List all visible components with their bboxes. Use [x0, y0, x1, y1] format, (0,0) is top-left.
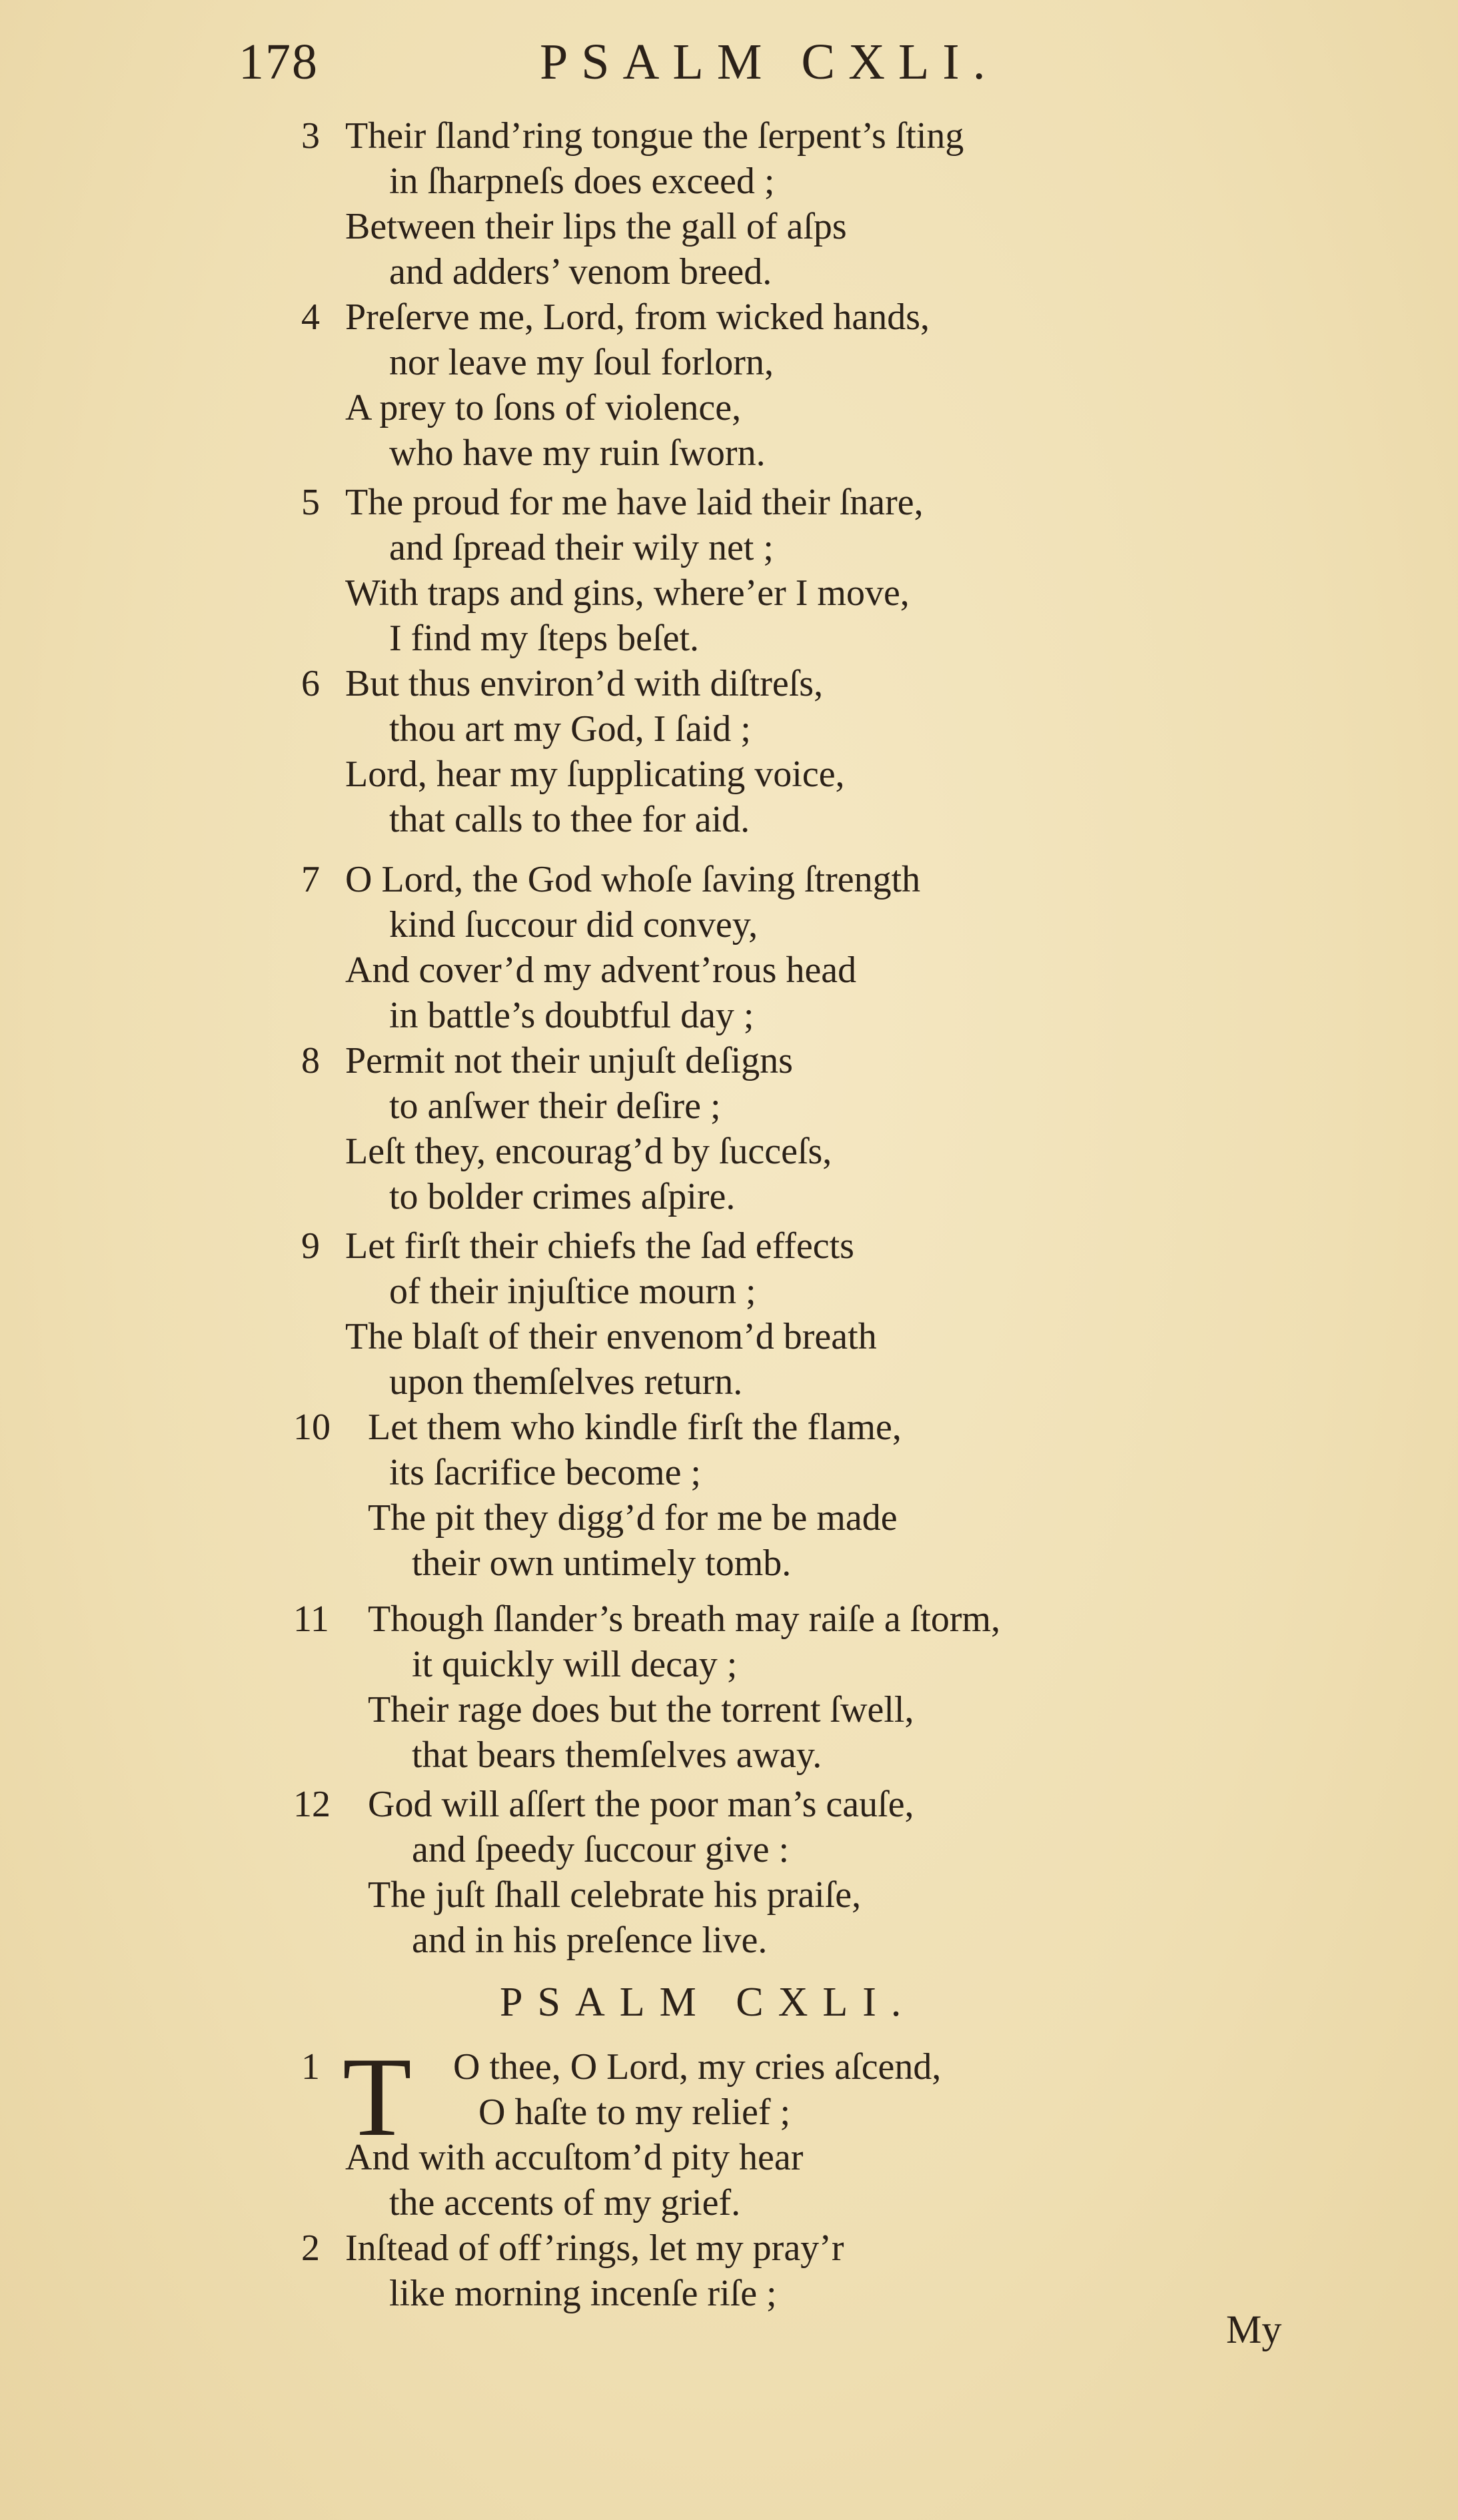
page-header — [0, 27, 1458, 107]
verse-line: Though ſlander’s breath may raiſe a ſtorm, — [368, 1598, 1001, 1640]
verse-number: 6 — [301, 663, 320, 704]
verse-line: O Lord, the God whoſe ſaving ſtrength — [345, 859, 921, 900]
verse-line: and adders’ venom breed. — [389, 251, 772, 293]
verse-line: The blaſt of their envenom’d breath — [345, 1316, 877, 1357]
catchword: My — [1226, 2307, 1282, 2351]
verse-number: 8 — [301, 1040, 320, 1081]
verse-line: in ſharpneſs does exceed ; — [389, 161, 775, 202]
verse-line: Between their lips the gall of aſps — [345, 206, 847, 247]
verse-line: Inſtead of off’rings, let my pray’r — [345, 2227, 844, 2269]
verse-line: Let firſt their chiefs the ſad effects — [345, 1225, 854, 1267]
verse-line: upon themſelves return. — [389, 1361, 743, 1403]
verse-line: Their ſland’ring tongue the ſerpent’s ſting — [345, 115, 964, 157]
verse-line: the accents of my grief. — [389, 2182, 741, 2223]
verse-line: and ſpeedy ſuccour give : — [412, 1829, 790, 1870]
verse-line: its ſacrifice become ; — [389, 1452, 701, 1493]
verse-line: O haſte to my relief ; — [478, 2092, 791, 2133]
verse-line: thou art my God, I ſaid ; — [389, 708, 751, 750]
verse-line: Let them who kindle firſt the flame, — [368, 1407, 902, 1448]
verse-line: Permit not their unjuſt deſigns — [345, 1040, 793, 1081]
verse-number: 4 — [301, 297, 320, 338]
verse-line: The pit they digg’d for me be made — [368, 1497, 898, 1539]
verse-number: 12 — [293, 1784, 331, 1825]
verse-line: nor leave my ſoul forlorn, — [389, 342, 774, 383]
verse-line: and in his preſence live. — [412, 1920, 768, 1961]
page-number: 178 — [239, 34, 319, 90]
verse-line: of their injuſtice mourn ; — [389, 1271, 756, 1312]
verse-line: But thus environ’d with diſtreſs, — [345, 663, 824, 704]
verse-line: And with accuſtom’d pity hear — [345, 2137, 804, 2178]
verse-line: kind ſuccour did convey, — [389, 904, 758, 945]
verse-line: The proud for me have laid their ſnare, — [345, 482, 924, 523]
verse-line: to bolder crimes aſpire. — [389, 1176, 736, 1217]
verse-number: 1 — [301, 2046, 320, 2088]
psalm-heading: PSALM CXLI. — [500, 1980, 916, 2025]
verse-line: Lord, hear my ſupplicating voice, — [345, 754, 845, 795]
verse-number: 3 — [301, 115, 320, 157]
verse-line: The juſt ſhall celebrate his praiſe, — [368, 1874, 862, 1916]
verse-number: 10 — [293, 1407, 331, 1448]
verse-line: like morning incenſe riſe ; — [389, 2273, 777, 2314]
verse-line: it quickly will decay ; — [412, 1644, 738, 1685]
verse-number: 5 — [301, 482, 320, 523]
verse-line: And cover’d my advent’rous head — [345, 949, 857, 991]
running-title: PSALM CXLI. — [540, 34, 999, 90]
verse-line: God will aſſert the poor man’s cauſe, — [368, 1784, 914, 1825]
verse-line: O thee, O Lord, my cries aſcend, — [453, 2046, 942, 2088]
verse-line: that bears themſelves away. — [412, 1734, 822, 1776]
verse-line: Their rage does but the torrent ſwell, — [368, 1689, 914, 1730]
verse-line: I find my ſteps beſet. — [389, 618, 700, 659]
verse-line: in battle’s doubtful day ; — [389, 995, 754, 1036]
verse-number: 9 — [301, 1225, 320, 1267]
verse-line: their own untimely tomb. — [412, 1543, 792, 1584]
verse-line: Leſt they, encourag’d by ſucceſs, — [345, 1131, 832, 1172]
verse-number: 2 — [301, 2227, 320, 2269]
verse-line: Preſerve me, Lord, from wicked hands, — [345, 297, 930, 338]
verse-line: that calls to thee for aid. — [389, 799, 750, 840]
verse-line: to anſwer their deſire ; — [389, 1085, 721, 1127]
verse-line: With traps and gins, where’er I move, — [345, 572, 910, 614]
verse-line: who have my ruin ſworn. — [389, 432, 766, 474]
verse-number: 7 — [301, 859, 320, 900]
verse-line: A prey to ſons of violence, — [345, 387, 742, 428]
drop-cap: T — [343, 2034, 412, 2160]
verse-number: 11 — [293, 1598, 329, 1640]
verse-line: and ſpread their wily net ; — [389, 527, 774, 568]
